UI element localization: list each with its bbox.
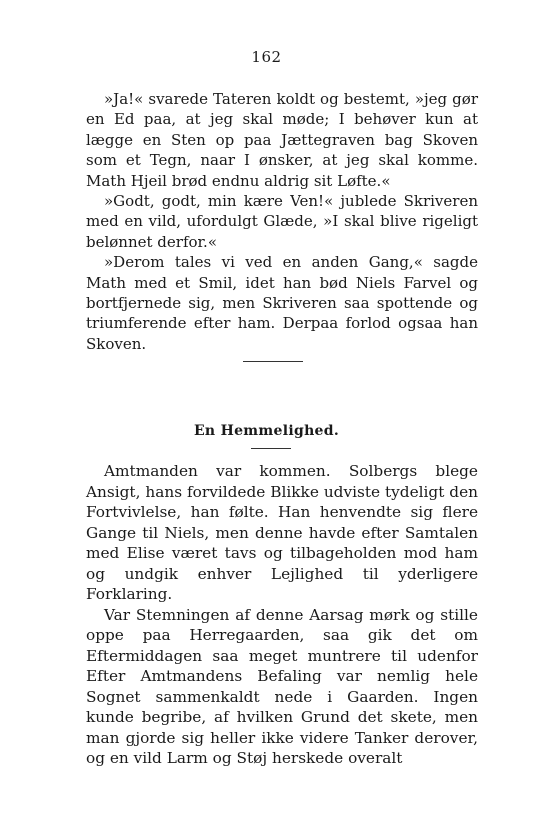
paragraph: »Godt, godt, min kære Ven!« jublede Skriveren med en vild, ufordulgt Glæde, »I skal blive rigeligt belønnet derfor.«	[86, 192, 478, 251]
heading-underline	[251, 448, 291, 449]
page-number: 162	[251, 48, 282, 66]
section-divider	[243, 361, 303, 362]
chapter-heading: En Hemmelighed.	[193, 423, 340, 439]
paragraph: »Derom tales vi ved en anden Gang,« sagde Math med et Smil, idet han bød Niels Farvel og bortfjernede sig, men Skriveren saa spottende og triumferende efter ham. Derpaa forlod ogsaa han Skoven.	[86, 253, 478, 353]
dialogue-section	[86, 89, 478, 354]
chapter-body	[86, 461, 478, 769]
paragraph: »Ja!« svarede Tateren koldt og bestemt, »jeg gør en Ed paa, at jeg skal møde; I behøver kun at lægge en Sten op paa Jættegraven bag Skoven som et Tegn, naar I ønsker, at jeg skal komme. Math Hjeil brød endnu aldrig sit Løfte.«	[86, 90, 478, 190]
paragraph: Amtmanden var kommen. Solbergs blege Ansigt, hans forvildede Blikke udviste tydeligt den Fortvivlelse, han følte. Han henvendte sig flere Gange til Niels, men denne havde efter Samtalen med Elise været tavs og tilbageholden mod ham og undgik enhver Lejlighed til yderligere Forklaring.	[86, 462, 478, 603]
paragraph: Var Stemningen af denne Aarsag mørk og stille oppe paa Herregaarden, saa gik det om Eftermiddagen saa meget muntrere til udenfor Efter Amtmandens Befaling var nemlig hele Sognet sammenkaldt nede i Gaarden. Ingen kunde begribe, af hvilken Grund det skete, men man gjorde sig heller ikke videre Tanker derover, og en vild Larm og Støj herskede overalt	[86, 605, 478, 767]
